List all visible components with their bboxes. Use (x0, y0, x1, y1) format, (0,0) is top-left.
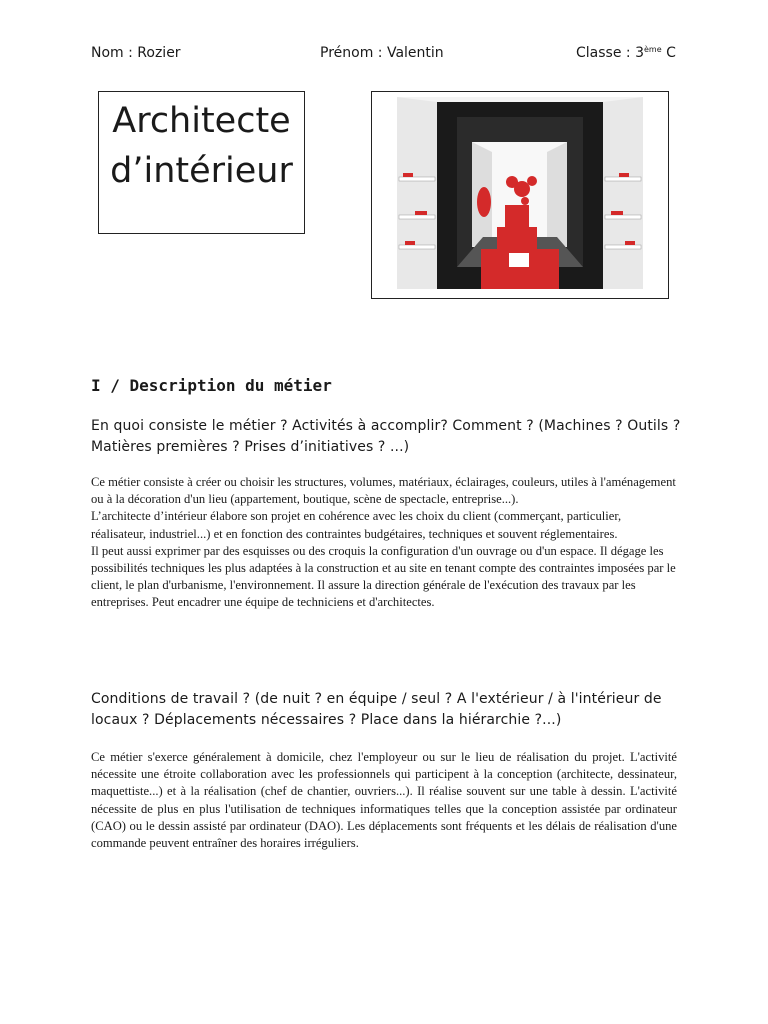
classe-suffix: C (661, 45, 676, 61)
red-circle (521, 197, 529, 205)
answer-1 (91, 474, 677, 612)
header-classe (576, 45, 676, 61)
section-heading: I / Description du métier (91, 376, 332, 395)
title-line-1: Architecte (112, 101, 291, 141)
answer-1-paragraph-1: Ce métier consiste à créer ou choisir les structures, volumes, matériaux, éclairages, couleurs, utiles à l'aménagement ou à la décoration d'un lieu (appartement, boutique, scène de spectacle, entreprise...). (91, 475, 676, 507)
header-prenom: Prénom : Valentin (320, 45, 444, 61)
interior-illustration (397, 97, 643, 289)
red-seat (505, 205, 529, 229)
answer-2 (91, 749, 677, 852)
interior-image-frame (371, 91, 669, 299)
title-box (98, 91, 305, 234)
answer-1-paragraph-2: L’architecte d’intérieur élabore son projet en cohérence avec les choix du client (commerçant, particulier, réalisateur, industriel...) et en fonction des contraintes budgétaires, techniques et souvent réglementaires. (91, 509, 622, 541)
answer-2-paragraph: Ce métier s'exerce généralement à domicile, chez l'employeur ou sur le lieu de réalisation du projet. L'activité nécessite une étroite collaboration avec les professionnels qui participent à la conception (architecte, dessinateur, maquettiste...) et à la réalisation (chef de chantier, ouvriers...). Il réalise souvent sur une table à dessin. L'activité nécessite de plus en plus l'utilisation de techniques informatiques telles que la conception assistée par ordinateur (CAO) ou le dessin assisté par ordinateur (DAO). Les déplacements sont fréquents et les délais de réalisation d'une commande peuvent entraîner des horaires irréguliers. (91, 750, 677, 851)
classe-prefix: Classe : 3 (576, 45, 644, 61)
answer-1-paragraph-3: Il peut aussi exprimer par des esquisses ou des croquis la configuration d'un ouvrage ou d'un espace. Il dégage les possibilités techniques les plus adaptées à la construction et au site en tenant compte des contraintes imposées par le client, le plan d'urbanisme, l'environnement. Il assure la direction générale de l'exécution des travaux par les entreprises. Peut encadrer une équipe de techniciens et d'architectes. (91, 543, 676, 610)
title-line-2: d’intérieur (110, 151, 293, 191)
classe-superscript: ème (643, 45, 662, 54)
question-2: Conditions de travail ? (de nuit ? en équipe / seul ? A l'extérieur / à l'intérieur de locaux ? Déplacements nécessaires ? Place dans la hiérarchie ?...) (91, 691, 662, 728)
header-nom: Nom : Rozier (91, 45, 181, 61)
red-oval (477, 187, 491, 217)
question-1: En quoi consiste le métier ? Activités à accomplir? Comment ? (Machines ? Outils ? Matières premières ? Prises d’initiatives ? ...) (91, 418, 681, 455)
red-circle (527, 176, 537, 186)
red-circle (514, 181, 530, 197)
